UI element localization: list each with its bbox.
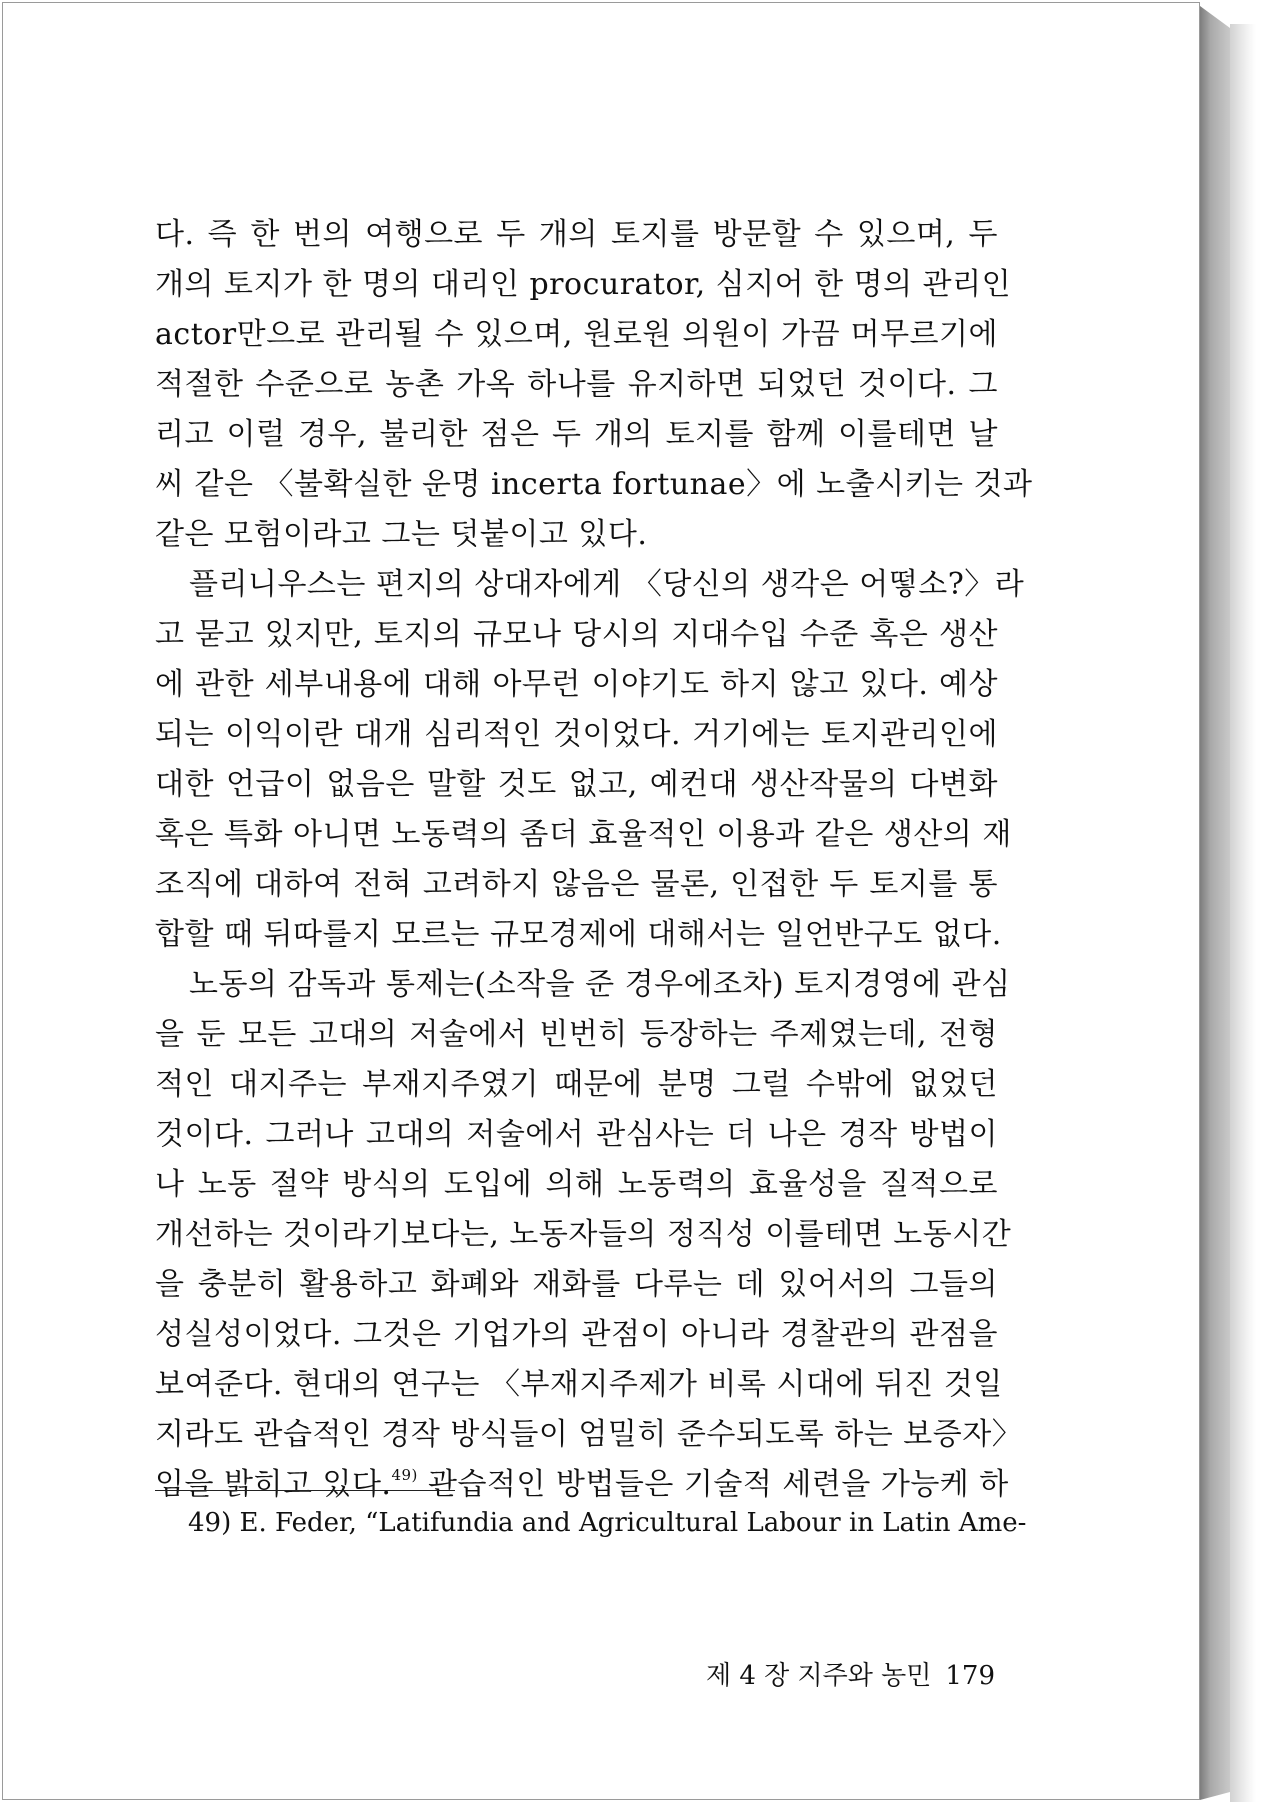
text-line: 혹은 특화 아니면 노동력의 좀더 효율적인 이용과 같은 생산의 재 bbox=[155, 817, 1012, 852]
text-line: 에 관한 세부내용에 대해 아무런 이야기도 하지 않고 있다. 예상 bbox=[155, 667, 998, 702]
text-segment: 임을 밝히고 있다. bbox=[155, 1467, 392, 1502]
paragraph-start-line: 노동의 감독과 통제는(소작을 준 경우에조차) 토지경영에 관심 bbox=[189, 967, 1011, 1002]
text-line: 나 노동 절약 방식의 도입에 의해 노동력의 효율성을 질적으로 bbox=[155, 1167, 998, 1202]
text-segment: 관습적인 방법들은 기술적 세련을 가능케 하 bbox=[427, 1467, 1009, 1502]
paragraph-start-line: 플리니우스는 편지의 상대자에게 〈당신의 생각은 어떻소?〉라 bbox=[189, 567, 1025, 602]
footnote-reference[interactable]: 49) bbox=[391, 1466, 418, 1484]
running-footer bbox=[692, 1658, 995, 1694]
text-line: 씨 같은 〈불확실한 운명 incerta fortunae〉에 노출시키는 것과 bbox=[155, 467, 1033, 502]
text-line: 것이다. 그러나 고대의 저술에서 관심사는 더 나은 경작 방법이 bbox=[155, 1117, 998, 1152]
text-line: 지라도 관습적인 경작 방식들이 엄밀히 준수되도록 하는 보증자〉 bbox=[155, 1417, 1023, 1452]
chapter-title: 제 4 장 지주와 농민 bbox=[705, 1661, 932, 1691]
text-line: 보여준다. 현대의 연구는 〈부재지주제가 비록 시대에 뒤진 것일 bbox=[155, 1367, 1003, 1402]
text-line: actor만으로 관리될 수 있으며, 원로원 의원이 가끔 머무르기에 bbox=[155, 317, 998, 352]
page-shadow bbox=[1230, 24, 1256, 1802]
text-line: 적절한 수준으로 농촌 가옥 하나를 유지하면 되었던 것이다. 그 bbox=[155, 367, 998, 402]
text-line: 적인 대지주는 부재지주였기 때문에 분명 그럴 수밖에 없었던 bbox=[155, 1067, 998, 1102]
text-line: 합할 때 뒤따를지 모르는 규모경제에 대해서는 일언반구도 없다. bbox=[155, 917, 1002, 952]
text-line: 되는 이익이란 대개 심리적인 것이었다. 거기에는 토지관리인에 bbox=[155, 717, 998, 752]
body-text bbox=[155, 210, 1033, 1510]
text-line: 리고 이럴 경우, 불리한 점은 두 개의 토지를 함께 이를테면 날 bbox=[155, 417, 998, 452]
text-line: 개의 토지가 한 명의 대리인 procurator, 심지어 한 명의 관리인 bbox=[155, 267, 1012, 302]
text-line: 고 묻고 있지만, 토지의 규모나 당시의 지대수입 수준 혹은 생산 bbox=[155, 617, 998, 652]
text-line: 대한 언급이 없음은 말할 것도 없고, 예컨대 생산작물의 다변화 bbox=[155, 767, 998, 802]
text-line: 같은 모험이라고 그는 덧붙이고 있다. bbox=[155, 517, 648, 552]
footnote-divider bbox=[155, 1490, 455, 1491]
text-line: 조직에 대하여 전혀 고려하지 않음은 물론, 인접한 두 토지를 통 bbox=[155, 867, 998, 902]
text-line: 을 충분히 활용하고 화폐와 재화를 다루는 데 있어서의 그들의 bbox=[155, 1267, 998, 1302]
page-edge bbox=[1200, 6, 1230, 1800]
page-number: 179 bbox=[945, 1661, 995, 1691]
text-line: 다. 즉 한 번의 여행으로 두 개의 토지를 방문할 수 있으며, 두 bbox=[155, 217, 998, 252]
text-line: 개선하는 것이라기보다는, 노동자들의 정직성 이를테면 노동시간 bbox=[155, 1217, 1012, 1252]
text-line: 성실성이었다. 그것은 기업가의 관점이 아니라 경찰관의 관점을 bbox=[155, 1317, 998, 1352]
text-line-with-footnote-ref bbox=[155, 1460, 1009, 1510]
text-line: 을 둔 모든 고대의 저술에서 빈번히 등장하는 주제였는데, 전형 bbox=[155, 1017, 998, 1052]
footnote-49: 49) E. Feder, “Latifundia and Agricultural Labour in Latin Ame- bbox=[188, 1508, 1027, 1538]
